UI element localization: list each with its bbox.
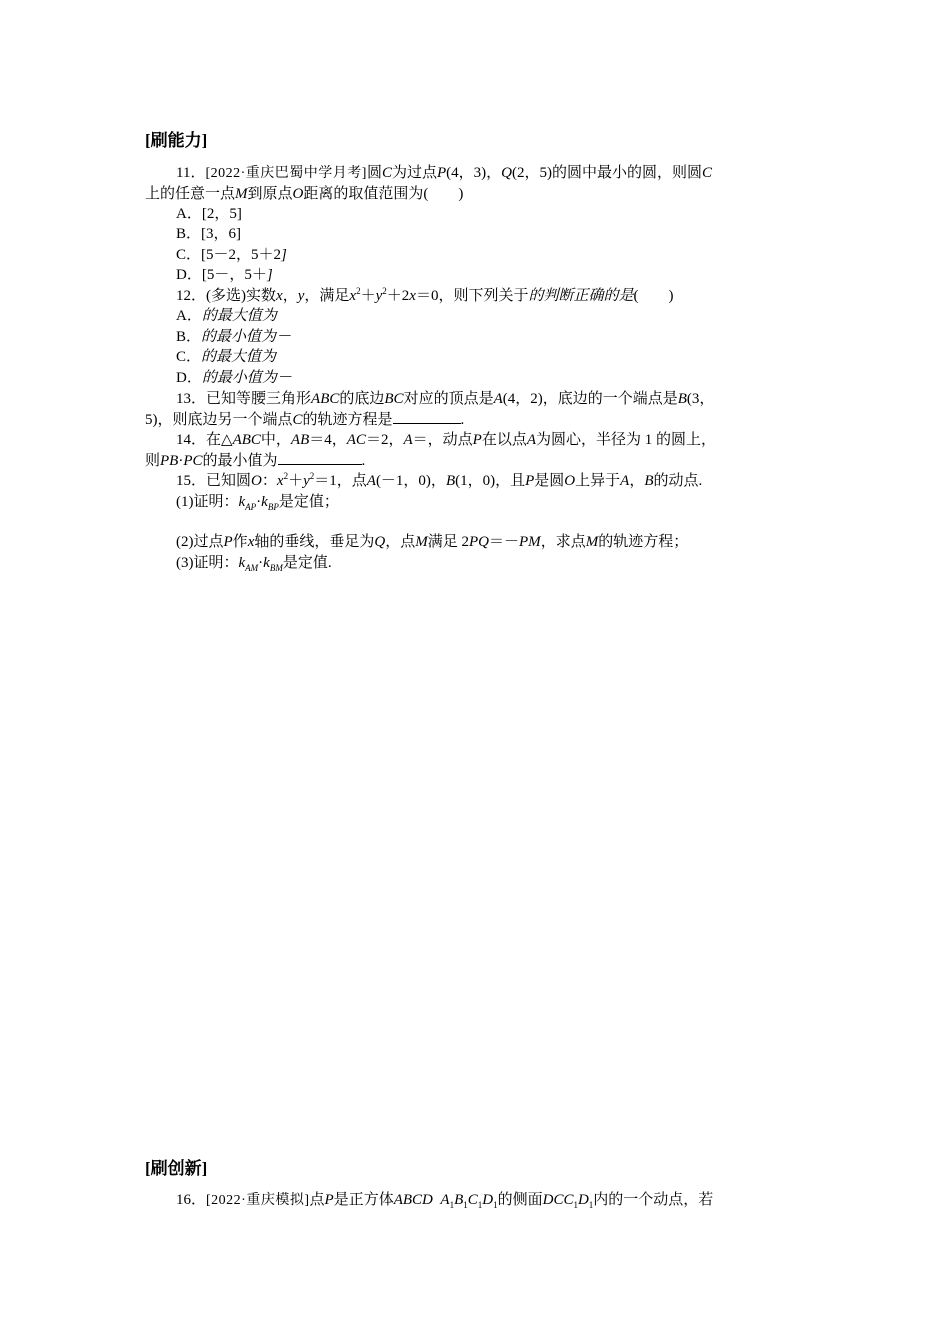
q12-option-a: A．的最大值为 (176, 308, 277, 324)
q13-line1: 13．已知等腰三角形ABC的底边BC对应的顶点是A(4，2)，底边的一个端点是B(3， (176, 391, 715, 407)
q14-line2: 则PB·PC的最小值为 . (145, 450, 365, 471)
section-title-ability: [刷能力] (145, 131, 208, 150)
q15-part3: (3)证明：$k_{AM}\cdot k_{BM}$是定值. (176, 555, 332, 573)
q13-line2: 5)，则底边另一个端点C的轨迹方程是 . (145, 409, 464, 430)
section-title-innovation: [刷创新] (145, 1159, 208, 1178)
q12-option-d: D．的最小值为－ (176, 370, 292, 386)
answer-blank (278, 450, 362, 465)
q11-line2: 上的任意一点M到原点O距离的取值范围为( ) (145, 186, 464, 202)
q12-option-c: C．的最大值为 (176, 349, 277, 365)
answer-blank (393, 409, 461, 424)
q15-part2: (2)过点P作x轴的垂线，垂足为Q，点M满足 2PQ＝－PM，求点M的轨迹方程； (176, 534, 689, 550)
q11-option-d: D．[5－，5＋] (176, 267, 273, 283)
q15-part1: (1)证明：$k_{AP}\cdot k_{BP}$是定值； (176, 494, 339, 512)
q12-option-b: B．的最小值为－ (176, 329, 292, 345)
q16-line1: 16．[2022·重庆模拟]点P是正方体ABCD $A_1B_1C_1D_1$的侧面$DCC_1D_1$内的一个动点，若 (176, 1192, 714, 1210)
q11-option-a: A．[2，5] (176, 206, 242, 222)
q12-stem: 12．(多选)实数x，y，满足$x^2+y^2+2x=0$，则下列关于的判断正确的是( ) (176, 286, 674, 304)
q11-option-b: B．[3，6] (176, 226, 241, 242)
q11-line1: 11．[2022·重庆巴蜀中学月考]圆C为过点P(4，3)，Q(2，5)的圆中最小的圆，则圆C (176, 165, 713, 181)
q15-stem: 15．已知圆O：$x^2+y^2=1$，点A(－1，0)，B(1，0)，且P是圆O上异于A，B的动点. (176, 471, 703, 489)
q11-option-c: C．[5－2，5＋2] (176, 247, 287, 263)
q14-line1: 14．在△ABC中，AB＝4，AC＝2，A＝，动点P在以点A为圆心，半径为 1 的圆上， (176, 432, 717, 448)
